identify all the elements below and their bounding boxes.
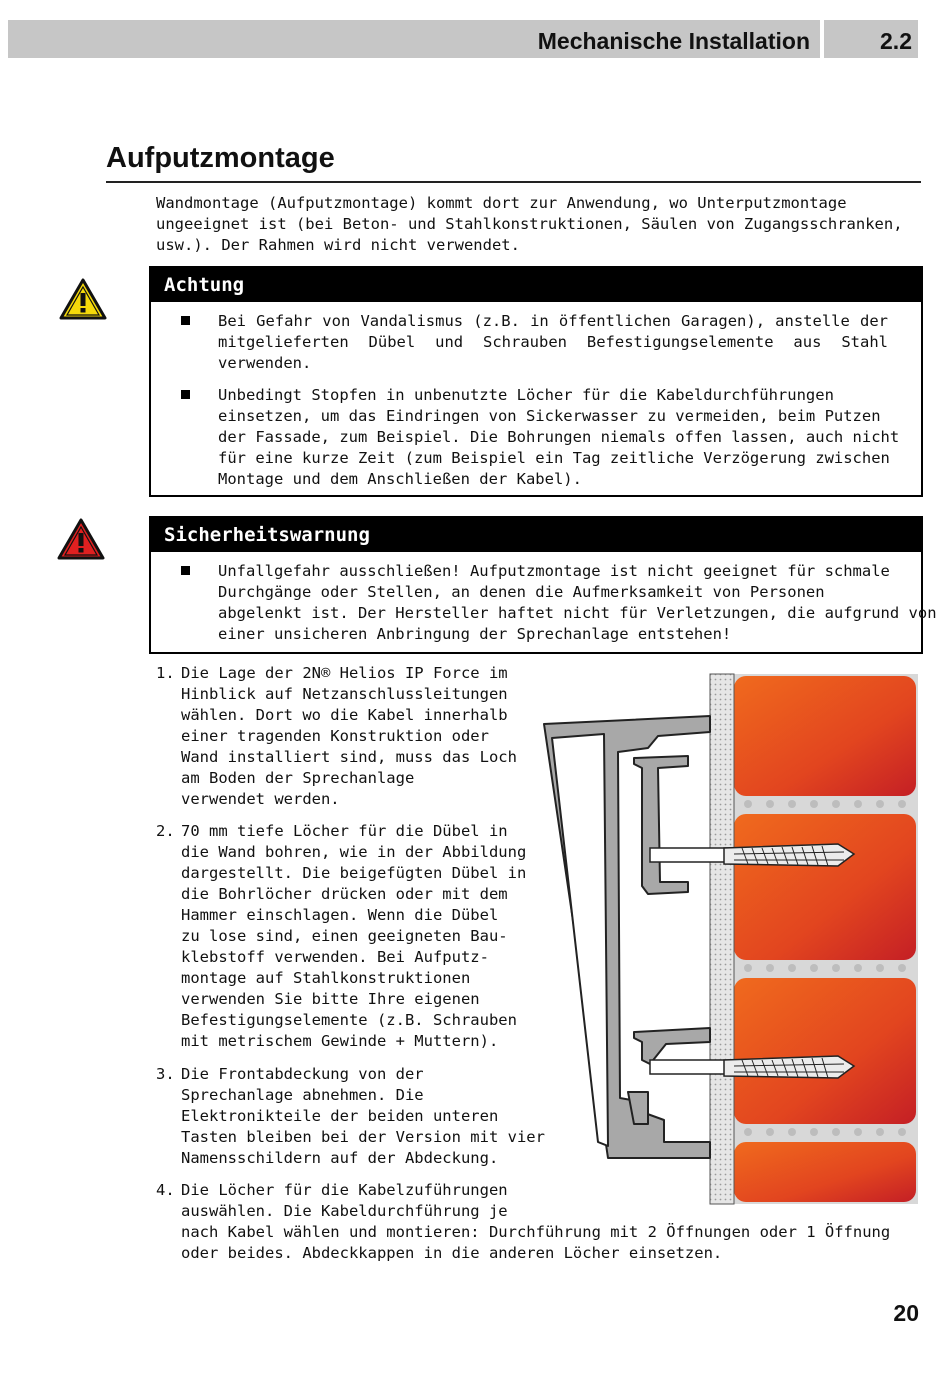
step-line: Hinblick auf Netzanschlussleitungen [181,685,508,703]
step-line: nach Kabel wählen und montieren: Durchführung mit 2 Öffnungen oder 1 Öffnung [181,1223,891,1241]
header-title: Mechanische Installation [537,28,810,54]
step-line: dargestellt. Die beigefügten Dübel in [181,864,527,882]
attention-bullet-2 [181,385,900,491]
intro-line: ungeeignet ist (bei Beton- und Stahlkonstruktionen, Säulen von Zugangsschranken, [156,215,903,233]
attention-bullet-line: mitgelieferten Dübel und Schrauben Befestigungselemente aus Stahl [218,333,888,351]
brick [734,814,916,960]
attention-bullet-1 [181,311,891,377]
attention-bullet-line: für eine kurze Zeit (zum Beispiel ein Tag zeitliche Verzögerung zwischen [218,449,890,467]
bullet-square-icon [181,566,190,575]
step-number: 3. [156,1065,175,1083]
step-line: am Boden der Sprechanlage [181,769,415,787]
page-number: 20 [893,1300,919,1326]
step-line: Namensschildern auf der Abdeckung. [181,1149,499,1167]
step-line: Hammer einschlagen. Wenn die Dübel [181,906,499,924]
mounting-cross-section-figure [538,672,918,1206]
intro-paragraph [156,193,908,256]
safety-bullet-line: einer unsicheren Anbringung der Sprechanlage entstehen! [218,625,732,643]
page-title: Aufputzmontage [106,142,335,174]
brick [734,676,916,796]
step-line: zu lose sind, einen geeigneten Bau- [181,927,508,945]
bullet-square-icon [181,316,190,325]
step-number: 4. [156,1181,175,1199]
attention-bullet-line: Montage und dem Anschließen der Kabel). [218,470,582,488]
attention-box [149,266,923,497]
step-line: klebstoff verwenden. Bei Aufputz- [181,948,489,966]
safety-bullet-line: abgelenkt ist. Der Hersteller haftet nicht für Verletzungen, die aufgrund von [218,604,937,622]
step-line: verwendet werden. [181,790,340,808]
brick [734,978,916,1124]
step-line: Die Löcher für die Kabelzuführungen [181,1181,508,1199]
plaster-layer [710,674,734,1204]
step-line: mit metrischem Gewinde + Muttern). [181,1032,499,1050]
step-line: die Wand bohren, wie in der Abbildung [181,843,527,861]
attention-box-title: Achtung [151,268,921,302]
safety-warning-box [149,516,937,654]
step-line: Sprechanlage abnehmen. Die [181,1086,424,1104]
step-number: 1. [156,664,175,682]
warning-triangle-yellow-icon [59,278,107,320]
attention-bullet-line: der Fassade, zum Beispiel. Die Bohrungen niemals offen lassen, auch nicht [218,428,900,446]
step-line: einer tragenden Konstruktion oder [181,727,489,745]
brick [734,1142,916,1202]
step-line: Wand installiert sind, muss das Loch [181,748,517,766]
intro-line: usw.). Der Rahmen wird nicht verwendet. [156,236,520,254]
safety-bullet-1 [181,561,937,647]
step-line: Tasten bleiben bei der Version mit vier [181,1128,545,1146]
safety-box-title: Sicherheitswarnung [151,518,921,552]
step-line: oder beides. Abdeckkappen in die anderen Löcher einsetzen. [181,1244,723,1262]
bullet-square-icon [181,390,190,399]
step-line: verwenden Sie bitte Ihre eigenen [181,990,480,1008]
safety-bullet-line: Unfallgefahr ausschließen! Aufputzmontage ist nicht geeignet für schmale [218,562,890,580]
attention-bullet-line: Bei Gefahr von Vandalismus (z.B. in öffentlichen Garagen), anstelle der [218,312,888,330]
safety-bullet-line: Durchgänge oder Stellen, an denen die Aufmerksamkeit von Personen [218,583,825,601]
step-line: Die Frontabdeckung von der [181,1065,424,1083]
attention-bullet-line: verwenden. [218,354,312,372]
step-line: auswählen. Die Kabeldurchführung je [181,1202,508,1220]
step-line: Elektronikteile der beiden unteren [181,1107,499,1125]
dowel-bottom [650,1056,854,1078]
step-line: Befestigungselemente (z.B. Schrauben [181,1011,517,1029]
warning-triangle-red-icon [57,518,105,560]
step-line: Die Lage der 2N® Helios IP Force im [181,664,508,682]
step-line: 70 mm tiefe Löcher für die Dübel in [181,822,508,840]
intro-line: Wandmontage (Aufputzmontage) kommt dort zur Anwendung, wo Unterputzmontage [156,194,847,212]
step-line: wählen. Dort wo die Kabel innerhalb [181,706,508,724]
dowel-top [650,844,854,866]
header-section-number: 2.2 [880,28,912,54]
step-number: 2. [156,822,175,840]
heading-divider [106,181,921,183]
step-line: die Bohrlöcher drücken oder mit dem [181,885,508,903]
front-cover [552,734,608,1146]
attention-bullet-line: einsetzen, um das Eindringen von Sickerwasser zu vermeiden, beim Putzen [218,407,881,425]
attention-bullet-line: Unbedingt Stopfen in unbenutzte Löcher für die Kabeldurchführungen [218,386,834,404]
step-line: montage auf Stahlkonstruktionen [181,969,471,987]
